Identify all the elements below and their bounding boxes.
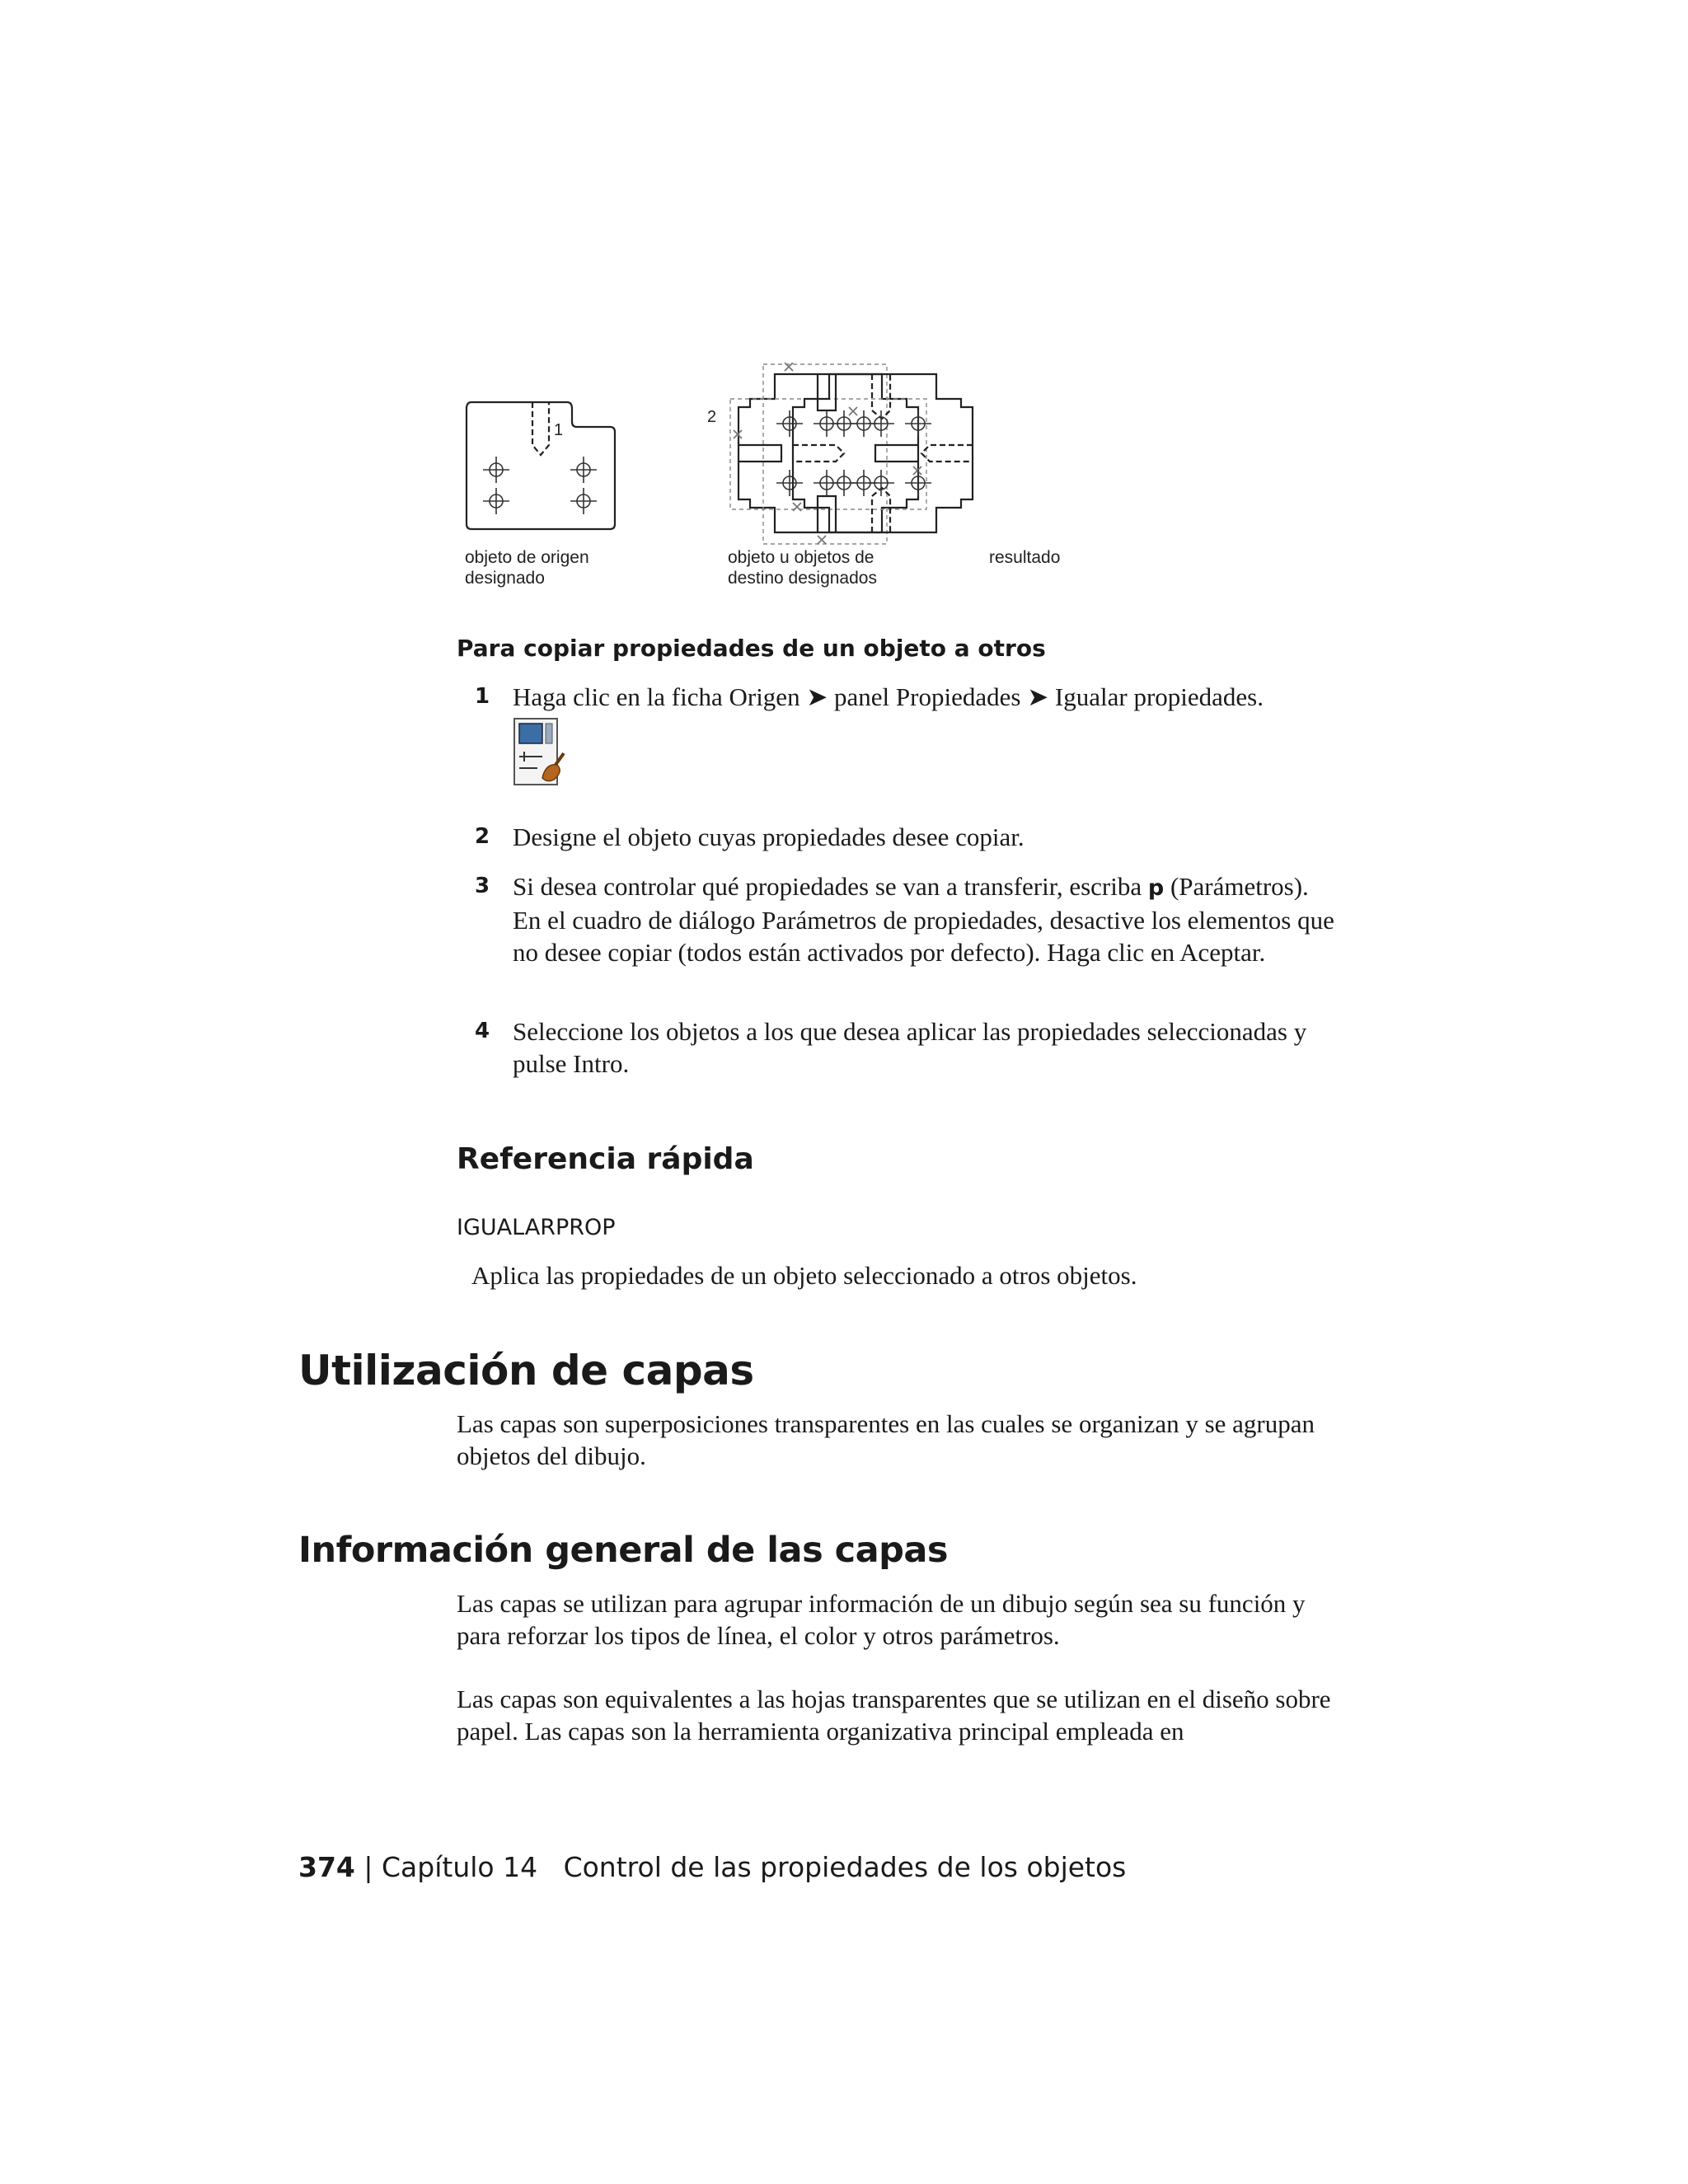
step-text: Designe el objeto cuyas propiedades desee copiar. [513, 823, 1025, 851]
caption-line: destino designados [728, 569, 877, 588]
overview-paragraph-2: Las capas son equivalentes a las hojas transparentes que se utilizan en el diseño sobre papel. Las capas son la herramienta organizativa principal empleada en [457, 1685, 1331, 1746]
section-body: Las capas son superposiciones transparentes en las cuales se organizan y se agrupan objetos del dibujo. [457, 1409, 1315, 1470]
page-footer [298, 1851, 1126, 1883]
caption-source [465, 547, 589, 588]
step-text: Seleccione los objetos a los que desea aplicar las propiedades seleccionadas y pulse Intro. [513, 1017, 1307, 1078]
step-text-part: Si desea controlar qué propiedades se van a transferir, escriba [513, 872, 1148, 901]
section-heading-layers: Utilización de capas [298, 1347, 754, 1394]
chapter-label: Capítulo 14 [382, 1851, 538, 1883]
step-text: Haga clic en la ficha Origen ➤ panel Propiedades ➤ Igualar propiedades. [513, 682, 1264, 711]
caption-destination [728, 547, 877, 588]
step-number: 4 [475, 1019, 490, 1043]
command-name[interactable]: IGUALARPROP [457, 1215, 616, 1240]
step-number: 2 [475, 824, 490, 849]
overview-paragraph-1: Las capas se utilizan para agrupar información de un dibujo según sea su función y para reforzar los tipos de línea, el color y otros parámetros. [457, 1589, 1306, 1650]
source-object [467, 402, 615, 529]
section-heading-overview: Información general de las capas [298, 1530, 949, 1571]
caption-line: objeto u objetos de [728, 548, 874, 567]
command-description: Aplica las propiedades de un objeto seleccionado a otros objetos. [471, 1261, 1137, 1290]
caption-line: designado [465, 569, 545, 588]
caption-line: resultado [989, 548, 1061, 567]
step-number: 1 [475, 684, 490, 709]
properties-figure [462, 363, 1154, 552]
step-number: 3 [475, 874, 490, 898]
callout-2: 2 [707, 408, 717, 426]
footer-separator: | [363, 1851, 373, 1883]
caption-line: objeto de origen [465, 548, 589, 567]
quick-reference-heading: Referencia rápida [457, 1142, 754, 1176]
caption-result [989, 547, 1060, 568]
callout-1: 1 [554, 421, 564, 439]
procedure-title: Para copiar propiedades de un objeto a otros [457, 635, 1046, 662]
page-number: 374 [298, 1851, 355, 1883]
match-properties-icon[interactable] [513, 717, 565, 788]
step-text-part: (Parámetros). En el cuadro de diálogo Parámetros de propiedades, desactive los elementos que no desee copiar (todos están activados por defecto). Haga clic en Aceptar. [513, 872, 1334, 967]
chapter-title: Control de las propiedades de los objetos [563, 1851, 1127, 1883]
step-text [513, 870, 1337, 968]
typed-key: p [1147, 875, 1165, 901]
